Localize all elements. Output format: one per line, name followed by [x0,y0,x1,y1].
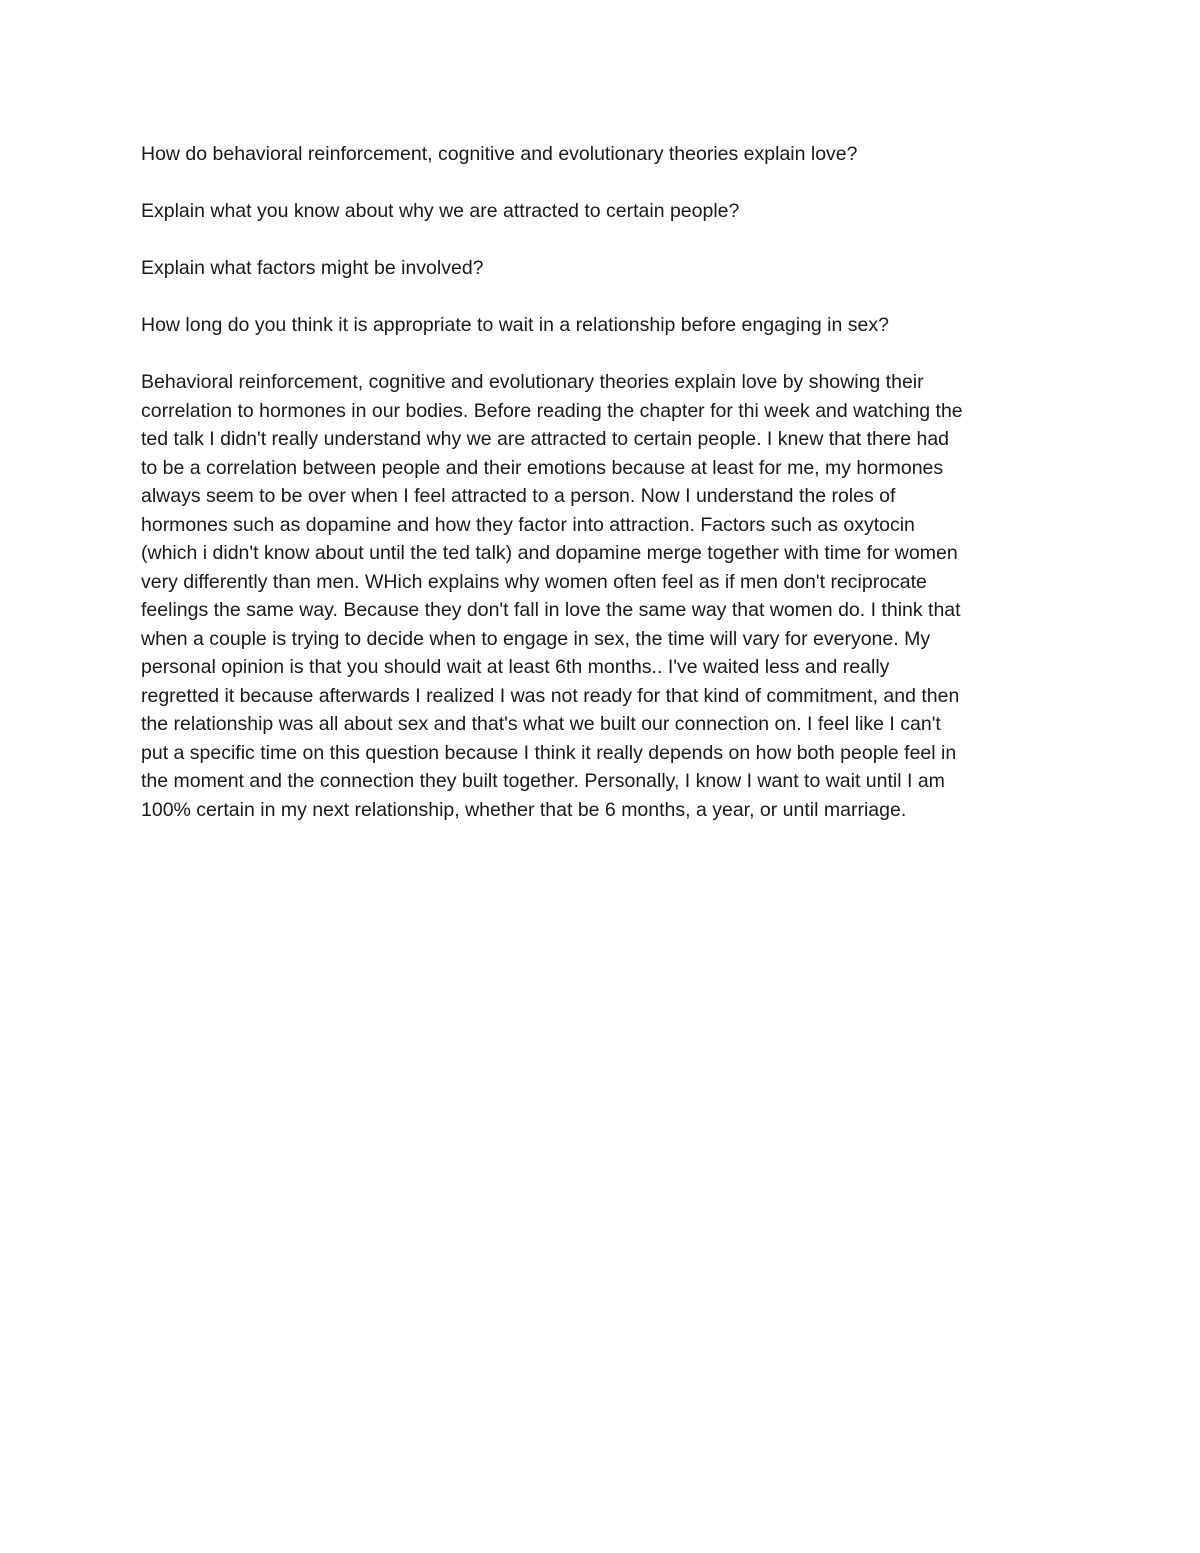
answer-line: put a specific time on this question because I think it really depends on how both people feel in [141,741,957,764]
answer-paragraph [141,368,1061,824]
answer-line: Behavioral reinforcement, cognitive and evolutionary theories explain love by showing their [141,371,924,393]
question-3: Explain what factors might be involved? [141,257,484,279]
answer-line: very differently than men. WHich explains why women often feel as if men don't reciprocate [141,570,927,593]
answer-line: the relationship was all about sex and that's what we built our connection on. I feel like I can't [141,713,941,735]
answer-line: always seem to be over when I feel attracted to a person. Now I understand the roles of [141,485,896,507]
answer-line: feelings the same way. Because they don't fall in love the same way that women do. I think that [141,599,961,621]
answer-line: ted talk I didn't really understand why we are attracted to certain people. I knew that there had [141,428,950,450]
answer-line: to be a correlation between people and their emotions because at least for me, my hormones [141,456,944,479]
question-1: How do behavioral reinforcement, cognitive and evolutionary theories explain love? [141,143,858,165]
answer-line: hormones such as dopamine and how they factor into attraction. Factors such as oxytocin [141,513,915,536]
answer-line: the moment and the connection they built together. Personally, I know I want to wait until I am [141,770,945,792]
document-body [141,140,1061,824]
answer-line: (which i didn't know about until the ted talk) and dopamine merge together with time for women [141,542,958,564]
answer-line: when a couple is trying to decide when to engage in sex, the time will vary for everyone. My [141,627,931,650]
answer-line: regretted it because afterwards I realized I was not ready for that kind of commitment, and then [141,684,960,707]
question-4: How long do you think it is appropriate to wait in a relationship before engaging in sex? [141,314,889,336]
answer-line: 100% certain in my next relationship, whether that be 6 months, a year, or until marriage. [141,798,907,821]
answer-line: correlation to hormones in our bodies. Before reading the chapter for thi week and watching the [141,399,963,422]
answer-line: personal opinion is that you should wait at least 6th months.. I've waited less and really [141,656,890,678]
question-2: Explain what you know about why we are attracted to certain people? [141,200,740,222]
